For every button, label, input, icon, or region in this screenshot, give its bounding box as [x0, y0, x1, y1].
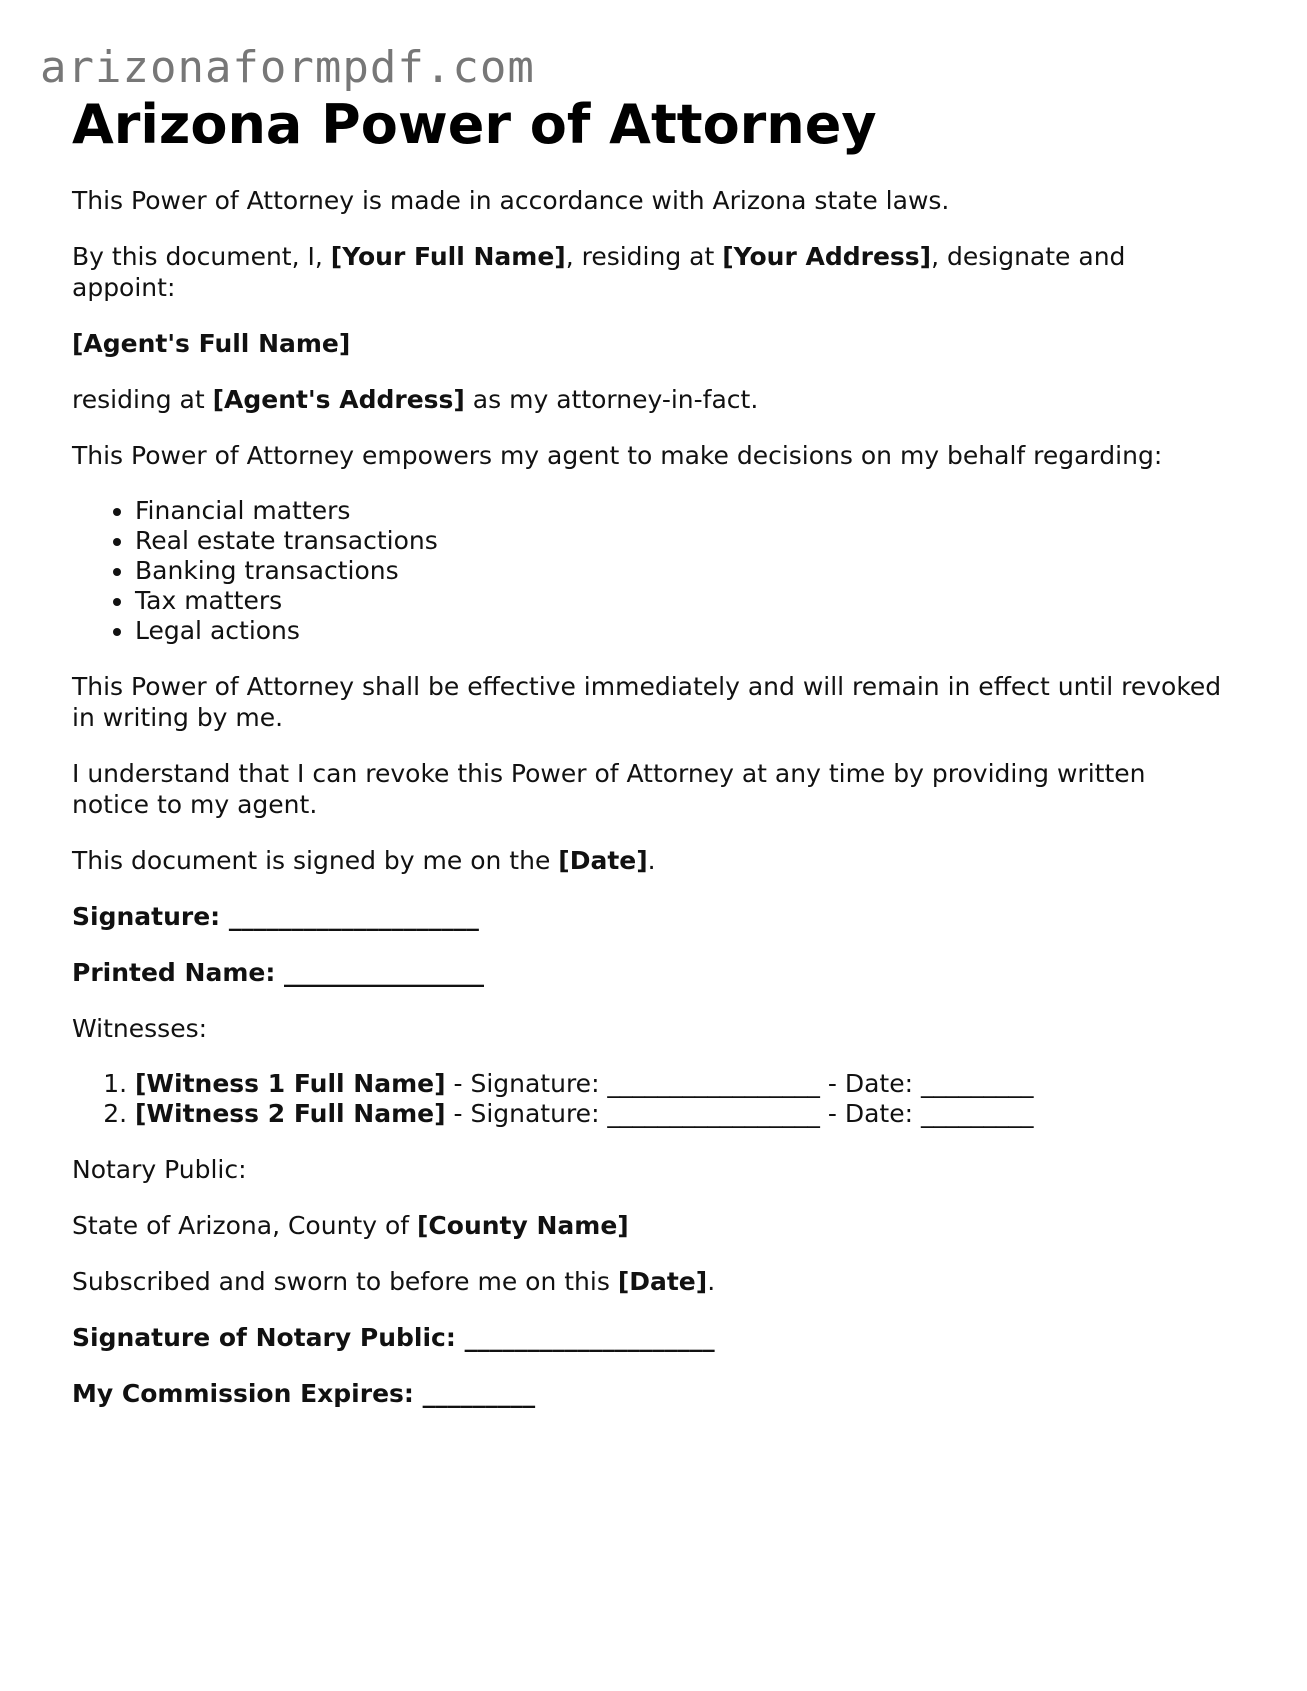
list-item: • Real estate transactions	[135, 526, 1222, 556]
witnesses-list	[72, 1069, 1222, 1129]
agent-residence-prefix: residing at	[72, 385, 213, 414]
signed-on-prefix: This document is signed by me on the	[72, 846, 559, 875]
page-title: Arizona Power of Attorney	[72, 93, 877, 156]
principal-name-field: [Your Full Name]	[330, 242, 566, 271]
witness-item	[135, 1069, 1222, 1099]
witness-item	[135, 1099, 1222, 1129]
list-item: • Tax matters	[135, 586, 1222, 616]
printed-name-blank: ________________	[284, 958, 485, 987]
notary-signature-label: Signature of Notary Public:	[72, 1323, 456, 1352]
witness-name-field: [Witness 2 Full Name]	[135, 1099, 446, 1128]
designation-prefix: By this document, I,	[72, 242, 331, 271]
county-name-field: [County Name]	[417, 1211, 629, 1240]
commission-label: My Commission Expires:	[72, 1379, 414, 1408]
list-item: • Financial matters	[135, 496, 1222, 526]
designation-suffix: , designate and appoint:	[72, 242, 1126, 302]
signature-blank: ____________________	[228, 902, 479, 931]
notary-signature-line	[72, 1322, 1222, 1353]
witness-name-field: [Witness 1 Full Name]	[135, 1069, 446, 1098]
effective-paragraph: This Power of Attorney shall be effective immediately and will remain in effect until revoked in writing by me.	[72, 672, 1222, 732]
agent-residence-suffix: as my attorney-in-fact.	[464, 385, 759, 414]
sworn-prefix: Subscribed and sworn to before me on this	[72, 1267, 618, 1296]
agent-name-paragraph	[72, 328, 1222, 359]
witness-signature-date: - Signature: _________________ - Date: _________	[445, 1069, 1034, 1098]
agent-address-field: [Agent's Address]	[212, 385, 465, 414]
document	[72, 90, 1222, 1409]
designation-mid: , residing at	[565, 242, 723, 271]
county-prefix: State of Arizona, County of	[72, 1211, 417, 1240]
list-item: • Legal actions	[135, 616, 1222, 646]
commission-blank: _________	[422, 1379, 536, 1408]
sworn-suffix: .	[707, 1267, 716, 1296]
agent-residence-paragraph	[72, 384, 1222, 415]
printed-name-line	[72, 957, 1222, 988]
powers-list	[72, 496, 1222, 646]
principal-address-field: [Your Address]	[722, 242, 932, 271]
intro-paragraph: This Power of Attorney is made in accordance with Arizona state laws.	[72, 186, 950, 215]
designation-paragraph	[72, 241, 1222, 303]
agent-name-field: [Agent's Full Name]	[72, 329, 351, 358]
witnesses-label: Witnesses:	[72, 1014, 208, 1043]
signed-on-paragraph	[72, 845, 1222, 876]
notary-signature-blank: ____________________	[464, 1323, 715, 1352]
county-paragraph	[72, 1210, 1222, 1241]
witness-signature-date: - Signature: _________________ - Date: _________	[445, 1099, 1034, 1128]
sworn-paragraph	[72, 1266, 1222, 1297]
list-item: • Banking transactions	[135, 556, 1222, 586]
signed-date-field: [Date]	[558, 846, 648, 875]
powers-intro: This Power of Attorney empowers my agent to make decisions on my behalf regarding:	[72, 441, 1163, 470]
notary-label: Notary Public:	[72, 1155, 247, 1184]
signature-label: Signature:	[72, 902, 221, 931]
printed-name-label: Printed Name:	[72, 958, 276, 987]
commission-line	[72, 1378, 1222, 1409]
signature-line	[72, 901, 1222, 932]
sworn-date-field: [Date]	[617, 1267, 708, 1296]
signed-on-suffix: .	[647, 846, 656, 875]
revoke-paragraph: I understand that I can revoke this Power of Attorney at any time by providing written notice to my agent.	[72, 759, 1146, 819]
watermark: arizonaformpdf.com	[40, 42, 535, 93]
